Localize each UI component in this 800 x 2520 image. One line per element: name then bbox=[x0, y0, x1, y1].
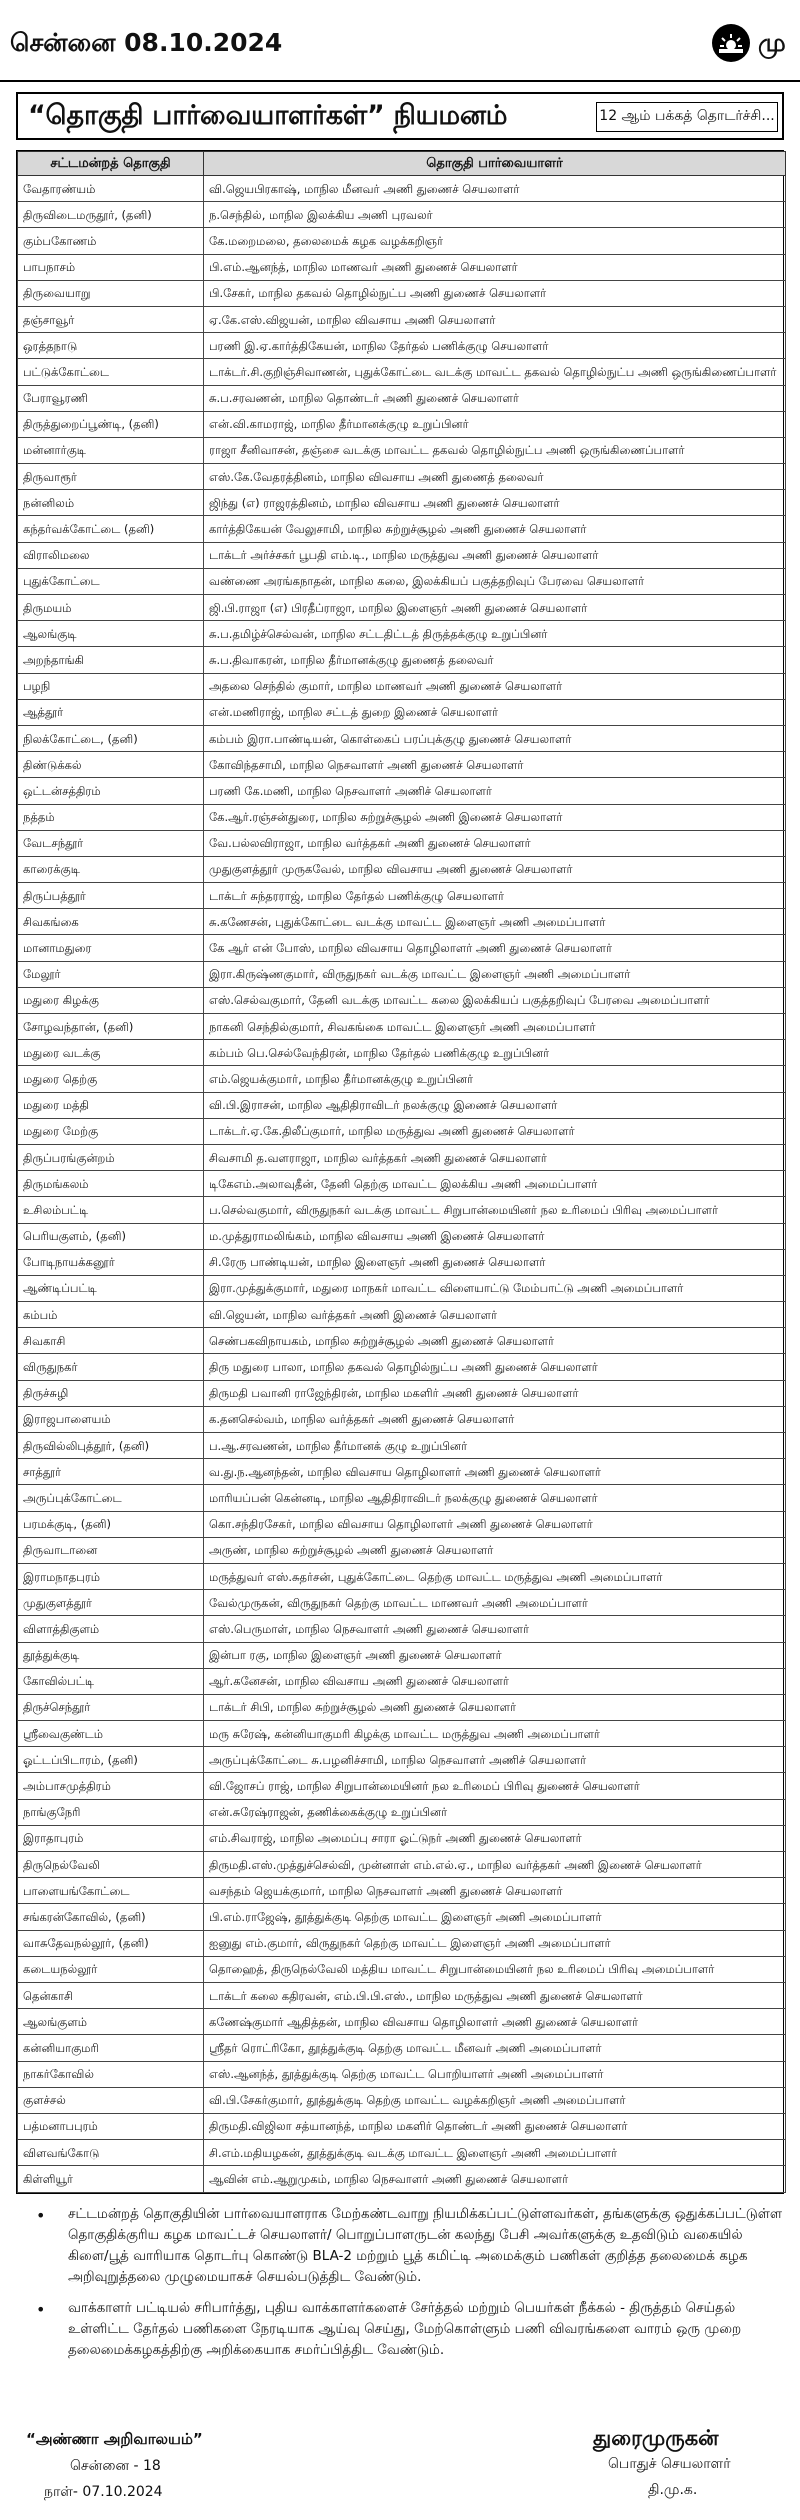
constituency-cell: புதுக்கோட்டை bbox=[18, 568, 204, 594]
constituency-cell: நிலக்கோட்டை, (தனி) bbox=[18, 725, 204, 751]
constituency-cell: திருமயம் bbox=[18, 595, 204, 621]
constituency-cell: இராதாபுரம் bbox=[18, 1825, 204, 1851]
party-sun-logo-icon bbox=[712, 24, 750, 62]
announcement-title-bar bbox=[16, 92, 784, 140]
observer-cell: இரா.கிருஷ்ணகுமார், விருதுநகர் வடக்கு மாவட்ட இளைஞர் அணி அமைப்பாளர் bbox=[204, 961, 786, 987]
note-item bbox=[20, 2298, 784, 2361]
observer-cell: என்.வி.காமராஜ், மாநில தீர்மானக்குழு உறுப்பினர் bbox=[204, 411, 786, 437]
observer-cell: டாக்டர் சிபி, மாநில சுற்றுச்சூழல் அணி துணைச் செயலாளர் bbox=[204, 1694, 786, 1720]
constituency-cell: ஆலங்குடி bbox=[18, 621, 204, 647]
table-row bbox=[18, 961, 786, 987]
observer-cell: சி.ரேரு பாண்டியன், மாநில இளைஞர் அணி துணைச் செயலாளர் bbox=[204, 1249, 786, 1275]
table-row bbox=[18, 2009, 786, 2035]
observer-cell: வசந்தம் ஜெயக்குமார், மாநில நெசவாளர் அணி துணைச் செயலாளர் bbox=[204, 1878, 786, 1904]
observer-cell: பரணி கே.மணி, மாநில நெசவாளர் அணிச் செயலாளர் bbox=[204, 778, 786, 804]
table-row bbox=[18, 2113, 786, 2139]
observer-cell: எஸ்.பெருமாள், மாநில நெசவாளர் அணி துணைச் செயலாளர் bbox=[204, 1616, 786, 1642]
table-row bbox=[18, 333, 786, 359]
constituency-cell: திருப்பரங்குன்றம் bbox=[18, 1144, 204, 1170]
constituency-cell: தஞ்சாவூர் bbox=[18, 306, 204, 332]
constituency-cell: ஆலங்குளம் bbox=[18, 2009, 204, 2035]
table-row bbox=[18, 490, 786, 516]
constituency-cell: அருப்புக்கோட்டை bbox=[18, 1485, 204, 1511]
observer-cell: அருண், மாநில சுற்றுச்சூழல் அணி துணைச் செயலாளர் bbox=[204, 1537, 786, 1563]
observers-table-container bbox=[16, 150, 784, 2194]
table-row bbox=[18, 411, 786, 437]
constituency-cell: குளச்சல் bbox=[18, 2087, 204, 2113]
constituency-cell: பேராவூரணி bbox=[18, 385, 204, 411]
constituency-cell: சோழவந்தான், (தனி) bbox=[18, 1014, 204, 1040]
constituency-cell: உசிலம்பட்டி bbox=[18, 1197, 204, 1223]
observer-cell: மருத்துவர் எஸ்.சுதர்சன், புதுக்கோட்டை தெற்கு மாவட்ட மருத்துவ அணி அமைப்பாளர் bbox=[204, 1563, 786, 1589]
table-row bbox=[18, 778, 786, 804]
table-row bbox=[18, 2035, 786, 2061]
observer-cell: திருமதி பவானி ராஜேந்திரன், மாநில மகளிர் அணி துணைச் செயலாளர் bbox=[204, 1380, 786, 1406]
observer-cell: இன்பா ரகு, மாநில இளைஞர் அணி துணைச் செயலாளர் bbox=[204, 1642, 786, 1668]
table-row bbox=[18, 1328, 786, 1354]
constituency-cell: அம்பாசமுத்திரம் bbox=[18, 1773, 204, 1799]
table-row bbox=[18, 856, 786, 882]
table-row bbox=[18, 830, 786, 856]
constituency-cell: திருநெல்வேலி bbox=[18, 1852, 204, 1878]
observer-cell: சி.எம்.மதியழகன், தூத்துக்குடி வடக்கு மாவட்ட இளைஞர் அணி அமைப்பாளர் bbox=[204, 2140, 786, 2166]
table-row bbox=[18, 1040, 786, 1066]
constituency-cell: வேதாரண்யம் bbox=[18, 176, 204, 202]
table-row bbox=[18, 385, 786, 411]
constituency-cell: கிள்ளியூர் bbox=[18, 2166, 204, 2193]
table-row bbox=[18, 1616, 786, 1642]
observer-cell: என்.மணிராஜ், மாநில சட்டத் துறை இணைச் செயலாளர் bbox=[204, 699, 786, 725]
bullet-icon: • bbox=[36, 2299, 46, 2319]
observer-cell: வி.பி.சேகர்குமார், தூத்துக்குடி தெற்கு மாவட்ட வழக்கறிஞர் அணி அமைப்பாளர் bbox=[204, 2087, 786, 2113]
table-row bbox=[18, 202, 786, 228]
observer-cell: கே ஆர் என் போஸ், மாநில விவசாய தொழிலாளர் அணி துணைச் செயலாளர் bbox=[204, 935, 786, 961]
signatory-designation: பொதுச் செயலாளர் bbox=[608, 2456, 731, 2472]
observer-cell: ராஜா சீனிவாசன், தஞ்சை வடக்கு மாவட்ட தகவல் தொழில்நுட்ப அணி ஒருங்கிணைப்பாளர் bbox=[204, 437, 786, 463]
constituency-cell: கடையநல்லூர் bbox=[18, 1956, 204, 1982]
observer-cell: தொஹைத், திருநெல்வேலி மத்திய மாவட்ட சிறுபான்மையினர் நல உரிமைப் பிரிவு அமைப்பாளர் bbox=[204, 1956, 786, 1982]
table-row bbox=[18, 1590, 786, 1616]
observer-cell: வே.பல்லவிராஜா, மாநில வர்த்தகர் அணி துணைச் செயலாளர் bbox=[204, 830, 786, 856]
table-row bbox=[18, 464, 786, 490]
table-row bbox=[18, 1354, 786, 1380]
observer-cell: சிவசாமி த.வளராஜா, மாநில வர்த்தகர் அணி துணைச் செயலாளர் bbox=[204, 1144, 786, 1170]
table-row bbox=[18, 699, 786, 725]
table-row bbox=[18, 1092, 786, 1118]
note-text: சட்டமன்றத் தொகுதியின் பார்வையாளராக மேற்கண்டவாறு நியமிக்கப்பட்டுள்ளவர்கள், தங்களுக்கு ஒதுக்கப்பட்டுள்ள தொகுதிக்குரிய கழக மாவட்டச் செயலாளர்/ பொறுப்பாளருடன் கலந்து பேசி அவர்களுக்கு உதவிடும் வகையில் கிளை/பூத் வாரியாக தொடர்பு கொண்டு BLA-2 மற்றும் பூத் கமிட்டி அமைக்கும் பணிகள் குறித்த தலைமைக் கழக அறிவுறுத்தலை முழுமையாகச் செயல்படுத்திட வேண்டும். bbox=[68, 2206, 783, 2285]
table-row bbox=[18, 1982, 786, 2008]
table-row bbox=[18, 2087, 786, 2113]
observer-cell: சு.கணேசன், புதுக்கோட்டை வடக்கு மாவட்ட இளைஞர் அணி அமைப்பாளர் bbox=[204, 909, 786, 935]
table-row bbox=[18, 437, 786, 463]
observer-cell: பி.சேகர், மாநில தகவல் தொழில்நுட்ப அணி துணைச் செயலாளர் bbox=[204, 280, 786, 306]
observer-cell: திரு மதுரை பாலா, மாநில தகவல் தொழில்நுட்ப அணி துணைச் செயலாளர் bbox=[204, 1354, 786, 1380]
table-row bbox=[18, 1249, 786, 1275]
constituency-cell: விளவங்கோடு bbox=[18, 2140, 204, 2166]
constituency-cell: வேடசந்தூர் bbox=[18, 830, 204, 856]
constituency-cell: நன்னிலம் bbox=[18, 490, 204, 516]
constituency-cell: தூத்துக்குடி bbox=[18, 1642, 204, 1668]
observer-cell: முதுகுளத்தூர் முருகவேல், மாநில விவசாய அணி துணைச் செயலாளர் bbox=[204, 856, 786, 882]
observer-cell: ஏ.கே.எஸ்.விஜயன், மாநில விவசாய அணி செயலாளர் bbox=[204, 306, 786, 332]
table-row bbox=[18, 621, 786, 647]
table-row bbox=[18, 1433, 786, 1459]
observer-cell: செண்பகவிநாயகம், மாநில சுற்றுச்சூழல் அணி துணைச் செயலாளர் bbox=[204, 1328, 786, 1354]
constituency-cell: திருப்பத்தூர் bbox=[18, 883, 204, 909]
office-city: சென்னை - 18 bbox=[70, 2458, 161, 2474]
constituency-cell: கம்பம் bbox=[18, 1302, 204, 1328]
table-row bbox=[18, 1275, 786, 1301]
constituency-cell: நத்தம் bbox=[18, 804, 204, 830]
table-row bbox=[18, 647, 786, 673]
observer-cell: வேல்முருகன், விருதுநகர் தெற்கு மாவட்ட மாணவர் அணி அமைப்பாளர் bbox=[204, 1590, 786, 1616]
constituency-cell: தென்காசி bbox=[18, 1982, 204, 2008]
table-row bbox=[18, 228, 786, 254]
constituency-cell: கந்தர்வக்கோட்டை (தனி) bbox=[18, 516, 204, 542]
table-row bbox=[18, 1956, 786, 1982]
observer-cell: ந.செந்தில், மாநில இலக்கிய அணி புரவலர் bbox=[204, 202, 786, 228]
constituency-cell: கன்னியாகுமரி bbox=[18, 2035, 204, 2061]
constituency-cell: இராஜபாளையம் bbox=[18, 1406, 204, 1432]
observer-cell: வி.ஜெயன், மாநில வர்த்தகர் அணி இணைச் செயலாளர் bbox=[204, 1302, 786, 1328]
table-row bbox=[18, 1380, 786, 1406]
table-row bbox=[18, 568, 786, 594]
table-row bbox=[18, 2166, 786, 2193]
observer-cell: மாரியப்பன் கென்னடி, மாநில ஆதிதிராவிடர் நலக்குழு துணைச் செயலாளர் bbox=[204, 1485, 786, 1511]
constituency-cell: சாத்தூர் bbox=[18, 1459, 204, 1485]
constituency-cell: பத்மனாபபுரம் bbox=[18, 2113, 204, 2139]
observer-cell: ஸ்ரீதர் ரொட்ரிகோ, தூத்துக்குடி தெற்கு மாவட்ட மீனவர் அணி அமைப்பாளர் bbox=[204, 2035, 786, 2061]
table-row bbox=[18, 1747, 786, 1773]
table-row bbox=[18, 1930, 786, 1956]
observer-cell: சு.ப.திவாகரன், மாநில தீர்மானக்குழு துணைத் தலைவர் bbox=[204, 647, 786, 673]
constituency-cell: திண்டுக்கல் bbox=[18, 752, 204, 778]
table-row bbox=[18, 883, 786, 909]
observer-cell: ப.செல்வகுமார், விருதுநகர் வடக்கு மாவட்ட சிறுபான்மையினர் நல உரிமைப் பிரிவு அமைப்பாளர் bbox=[204, 1197, 786, 1223]
observer-cell: ஆவின் எம்.ஆறுமுகம், மாநில நெசவாளர் அணி துணைச் செயலாளர் bbox=[204, 2166, 786, 2193]
table-body bbox=[18, 176, 786, 2193]
constituency-cell: அறந்தாங்கி bbox=[18, 647, 204, 673]
table-row bbox=[18, 1825, 786, 1851]
constituency-cell: ஆத்தூர் bbox=[18, 699, 204, 725]
table-row bbox=[18, 1485, 786, 1511]
table-row bbox=[18, 2061, 786, 2087]
constituency-cell: மானாமதுரை bbox=[18, 935, 204, 961]
table-row bbox=[18, 909, 786, 935]
table-row bbox=[18, 1694, 786, 1720]
column-header-constituency: சட்டமன்றத் தொகுதி bbox=[18, 152, 204, 176]
observer-cell: வி.ஜோசப் ராஜ், மாநில சிறுபான்மையினர் நல உரிமைப் பிரிவு துணைச் செயலாளர் bbox=[204, 1773, 786, 1799]
constituency-cell: பரமக்குடி, (தனி) bbox=[18, 1511, 204, 1537]
observer-cell: டிகேஎம்.அலாவுதீன், தேனி தெற்கு மாவட்ட இலக்கிய அணி அமைப்பாளர் bbox=[204, 1171, 786, 1197]
constituency-cell: பாளையங்கோட்டை bbox=[18, 1878, 204, 1904]
constituency-cell: திருச்சுழி bbox=[18, 1380, 204, 1406]
observer-cell: டாக்டர் சுந்தரராஜ், மாநில தேர்தல் பணிக்குழு செயலாளர் bbox=[204, 883, 786, 909]
constituency-cell: திருவையாறு bbox=[18, 280, 204, 306]
observer-cell: கம்பம் இரா.பாண்டியன், கொள்கைப் பரப்புக்குழு துணைச் செயலாளர் bbox=[204, 725, 786, 751]
table-row bbox=[18, 987, 786, 1013]
bullet-icon: • bbox=[36, 2206, 46, 2225]
observer-cell: கோவிந்தசாமி, மாநில நெசவாளர் அணி துணைச் செயலாளர் bbox=[204, 752, 786, 778]
announcement-title: “தொகுதி பார்வையாளர்கள்” நியமனம் bbox=[28, 100, 508, 131]
table-row bbox=[18, 542, 786, 568]
constituency-cell: மதுரை மேற்கு bbox=[18, 1118, 204, 1144]
constituency-cell: காரைக்குடி bbox=[18, 856, 204, 882]
constituency-cell: திருவாரூர் bbox=[18, 464, 204, 490]
constituency-cell: ஓட்டப்பிடாரம், (தனி) bbox=[18, 1747, 204, 1773]
constituency-cell: திருச்செந்தூர் bbox=[18, 1694, 204, 1720]
table-row bbox=[18, 516, 786, 542]
table-row bbox=[18, 306, 786, 332]
observer-cell: பி.எம்.ராஜேஷ், தூத்துக்குடி தெற்கு மாவட்ட இளைஞர் அணி அமைப்பாளர் bbox=[204, 1904, 786, 1930]
table-row bbox=[18, 1773, 786, 1799]
table-row bbox=[18, 1144, 786, 1170]
table-row bbox=[18, 1197, 786, 1223]
constituency-cell: விருதுநகர் bbox=[18, 1354, 204, 1380]
table-row bbox=[18, 1014, 786, 1040]
observer-cell: அதலை செந்தில் குமார், மாநில மாணவர் அணி துணைச் செயலாளர் bbox=[204, 673, 786, 699]
constituency-cell: பெரியகுளம், (தனி) bbox=[18, 1223, 204, 1249]
constituency-cell: திருமங்கலம் bbox=[18, 1171, 204, 1197]
issue-date: நாள்- 07.10.2024 bbox=[44, 2484, 163, 2500]
observer-cell: கொ.சந்திரசேகர், மாநில விவசாய தொழிலாளர் அணி துணைச் செயலாளர் bbox=[204, 1511, 786, 1537]
table-row bbox=[18, 1668, 786, 1694]
table-row bbox=[18, 804, 786, 830]
constituency-cell: ஸ்ரீவைகுண்டம் bbox=[18, 1721, 204, 1747]
observer-cell: டாக்டர் கலை கதிரவன், எம்.பி.பி.எஸ்., மாநில மருத்துவ அணி துணைச் செயலாளர் bbox=[204, 1982, 786, 2008]
table-row bbox=[18, 1878, 786, 1904]
newspaper-masthead bbox=[0, 0, 800, 82]
observer-cell: ஐனுது எம்.குமார், விருதுநகர் தெற்கு மாவட்ட இளைஞர் அணி அமைப்பாளர் bbox=[204, 1930, 786, 1956]
dateline: சென்னை 08.10.2024 bbox=[10, 28, 283, 57]
constituency-cell: ஆண்டிப்பட்டி bbox=[18, 1275, 204, 1301]
constituency-cell: விராலிமலை bbox=[18, 542, 204, 568]
observer-cell: அருப்புக்கோட்டை சு.பழனிச்சாமி, மாநில நெசவாளர் அணிச் செயலாளர் bbox=[204, 1747, 786, 1773]
table-row bbox=[18, 1118, 786, 1144]
observer-cell: சு.ப.சரவணன், மாநில தொண்டர் அணி துணைச் செயலாளர் bbox=[204, 385, 786, 411]
table-row bbox=[18, 1302, 786, 1328]
table-row bbox=[18, 595, 786, 621]
note-item bbox=[20, 2204, 784, 2288]
table-row bbox=[18, 752, 786, 778]
constituency-cell: மதுரை தெற்கு bbox=[18, 1066, 204, 1092]
signature-footer bbox=[20, 2420, 780, 2520]
constituency-cell: பாபநாசம் bbox=[18, 254, 204, 280]
table-row bbox=[18, 176, 786, 202]
constituency-cell: ஒட்டன்சத்திரம் bbox=[18, 778, 204, 804]
observer-cell: இரா.முத்துக்குமார், மதுரை மாநகர் மாவட்ட விளையாட்டு மேம்பாட்டு அணி அமைப்பாளர் bbox=[204, 1275, 786, 1301]
table-row bbox=[18, 1721, 786, 1747]
constituency-cell: நாகர்கோவில் bbox=[18, 2061, 204, 2087]
observer-cell: கே.ஆர்.ரஞ்சன்துரை, மாநில சுற்றுச்சூழல் அணி இணைச் செயலாளர் bbox=[204, 804, 786, 830]
observer-cell: நாகனி செந்தில்குமார், சிவகங்கை மாவட்ட இளைஞர் அணி அமைப்பாளர் bbox=[204, 1014, 786, 1040]
observer-cell: டாக்டர் அர்ச்சகர் பூபதி எம்.டி., மாநில மருத்துவ அணி துணைச் செயலாளர் bbox=[204, 542, 786, 568]
constituency-cell: ஒரத்தநாடு bbox=[18, 333, 204, 359]
table-header-row bbox=[18, 152, 786, 176]
constituency-cell: சங்கரன்கோவில், (தனி) bbox=[18, 1904, 204, 1930]
constituency-cell: வாசுதேவநல்லூர், (தனி) bbox=[18, 1930, 204, 1956]
table-row bbox=[18, 2140, 786, 2166]
constituency-cell: முதுகுளத்தூர் bbox=[18, 1590, 204, 1616]
observer-cell: க.தனசெல்வம், மாநில வர்த்தகர் அணி துணைச் செயலாளர் bbox=[204, 1406, 786, 1432]
note-text: வாக்காளர் பட்டியல் சரிபார்த்து, புதிய வாக்காளர்களைச் சேர்த்தல் மற்றும் பெயர்கள் நீக்கல் - திருத்தம் செய்தல் உள்ளிட்ட தேர்தல் பணிகளை நேரடியாக ஆய்வு செய்து, மேற்கொள்ளும் பணி விவரங்களை வாரம் ஒரு முறை தலைமைக்கழகத்திற்கு அறிக்கையாக சமர்ப்பித்திட வேண்டும். bbox=[68, 2299, 742, 2358]
observer-cell: கார்த்திகேயன் வேலுசாமி, மாநில சுற்றுச்சூழல் அணி துணைச் செயலாளர் bbox=[204, 516, 786, 542]
observer-cell: வ.து.ந.ஆனந்தன், மாநில விவசாய தொழிலாளர் அணி துணைச் செயலாளர் bbox=[204, 1459, 786, 1485]
column-header-observer: தொகுதி பார்வையாளர் bbox=[204, 152, 786, 176]
constituency-cell: சிவகங்கை bbox=[18, 909, 204, 935]
table-row bbox=[18, 1563, 786, 1589]
table-row bbox=[18, 1537, 786, 1563]
constituency-cell: மதுரை கிழக்கு bbox=[18, 987, 204, 1013]
observer-cell: கணேஷ்குமார் ஆதித்தன், மாநில விவசாய தொழிலாளர் அணி துணைச் செயலாளர் bbox=[204, 2009, 786, 2035]
observer-cell: பரணி இ.ஏ.கார்த்திகேயன், மாநில தேர்தல் பணிக்குழு செயலாளர் bbox=[204, 333, 786, 359]
table-row bbox=[18, 1223, 786, 1249]
observer-cell: ப.ஆ.சரவணன், மாநில தீர்மானக் குழு உறுப்பினர் bbox=[204, 1433, 786, 1459]
observer-cell: ம.முத்துராமலிங்கம், மாநில விவசாய அணி இணைச் செயலாளர் bbox=[204, 1223, 786, 1249]
observers-table bbox=[17, 151, 786, 2193]
observer-cell: வி.ஜெயபிரகாஷ், மாநில மீனவர் அணி துணைச் செயலாளர் bbox=[204, 176, 786, 202]
observer-cell: திருமதி.எஸ்.முத்துச்செல்வி, முன்னாள் எம்.எல்.ஏ., மாநில வர்த்தகர் அணி இணைச் செயலாளர் bbox=[204, 1852, 786, 1878]
constituency-cell: திருவாடானை bbox=[18, 1537, 204, 1563]
constituency-cell: மதுரை மத்தி bbox=[18, 1092, 204, 1118]
signatory-name: துரைமுருகன் bbox=[593, 2426, 719, 2450]
constituency-cell: கோவில்பட்டி bbox=[18, 1668, 204, 1694]
table-row bbox=[18, 1642, 786, 1668]
constituency-cell: திருத்துறைப்பூண்டி, (தனி) bbox=[18, 411, 204, 437]
constituency-cell: இராமநாதபுரம் bbox=[18, 1563, 204, 1589]
constituency-cell: மதுரை வடக்கு bbox=[18, 1040, 204, 1066]
constituency-cell: மன்னார்குடி bbox=[18, 437, 204, 463]
observer-cell: எம்.ஜெயக்குமார், மாநில தீர்மானக்குழு உறுப்பினர் bbox=[204, 1066, 786, 1092]
table-row bbox=[18, 1852, 786, 1878]
office-name: “அண்ணா அறிவாலயம்” bbox=[26, 2430, 203, 2448]
observer-cell: ஜி.பி.ராஜா (எ) பிரதீப்ராஜா, மாநில இளைஞர் அணி துணைச் செயலாளர் bbox=[204, 595, 786, 621]
table-row bbox=[18, 725, 786, 751]
continuation-label: 12 ஆம் பக்கத் தொடர்ச்சி... bbox=[596, 102, 778, 132]
table-row bbox=[18, 935, 786, 961]
observer-cell: திருமதி.விஜிலா சத்யானந்த், மாநில மகளிர் தொண்டர் அணி துணைச் செயலாளர் bbox=[204, 2113, 786, 2139]
observer-cell: கே.மறைமலை, தலைமைக் கழக வழக்கறிஞர் bbox=[204, 228, 786, 254]
constituency-cell: பட்டுக்கோட்டை bbox=[18, 359, 204, 385]
table-row bbox=[18, 1171, 786, 1197]
observer-cell: என்.சுரேஷ்ராஜன், தணிக்கைக்குழு உறுப்பினர் bbox=[204, 1799, 786, 1825]
table-row bbox=[18, 254, 786, 280]
party-name: தி.மு.க. bbox=[648, 2482, 698, 2498]
table-row bbox=[18, 1511, 786, 1537]
table-row bbox=[18, 1799, 786, 1825]
observer-cell: வி.பி.இராசன், மாநில ஆதிதிராவிடர் நலக்குழு இணைச் செயலாளர் bbox=[204, 1092, 786, 1118]
table-row bbox=[18, 1459, 786, 1485]
table-row bbox=[18, 359, 786, 385]
observer-cell: எஸ்.செல்வகுமார், தேனி வடக்கு மாவட்ட கலை இலக்கியப் பகுத்தறிவுப் பேரவை அமைப்பாளர் bbox=[204, 987, 786, 1013]
observer-cell: எஸ்.கே.வேதரத்தினம், மாநில விவசாய அணி துணைத் தலைவர் bbox=[204, 464, 786, 490]
constituency-cell: திருவில்லிபுத்தூர், (தனி) bbox=[18, 1433, 204, 1459]
table-row bbox=[18, 1406, 786, 1432]
observer-cell: ஜிந்து (எ) ராஜரத்தினம், மாநில விவசாய அணி துணைச் செயலாளர் bbox=[204, 490, 786, 516]
constituency-cell: விளாத்திகுளம் bbox=[18, 1616, 204, 1642]
observer-cell: டாக்டர்.சி.குறிஞ்சிவாணன், புதுக்கோட்டை வடக்கு மாவட்ட தகவல் தொழில்நுட்ப அணி ஒருங்கிணைப்பாளர் bbox=[204, 359, 786, 385]
observer-cell: ஆர்.கனேசன், மாநில விவசாய அணி துணைச் செயலாளர் bbox=[204, 1668, 786, 1694]
observer-cell: எம்.சிவராஜ், மாநில அமைப்பு சாரா ஓட்டுநர் அணி துணைச் செயலாளர் bbox=[204, 1825, 786, 1851]
table-row bbox=[18, 1904, 786, 1930]
observer-cell: கம்பம் பெ.செல்வேந்திரன், மாநில தேர்தல் பணிக்குழு உறுப்பினர் bbox=[204, 1040, 786, 1066]
table-row bbox=[18, 1066, 786, 1092]
constituency-cell: சிவகாசி bbox=[18, 1328, 204, 1354]
constituency-cell: போடிநாயக்கனூர் bbox=[18, 1249, 204, 1275]
instructions-notes bbox=[20, 2204, 784, 2370]
constituency-cell: திருவிடைமருதூர், (தனி) bbox=[18, 202, 204, 228]
table-row bbox=[18, 673, 786, 699]
observer-cell: வண்ணை அரங்கநாதன், மாநில கலை, இலக்கியப் பகுத்தறிவுப் பேரவை செயலாளர் bbox=[204, 568, 786, 594]
constituency-cell: மேலூர் bbox=[18, 961, 204, 987]
observer-cell: சு.ப.தமிழ்ச்செல்வன், மாநில சட்டதிட்டத் திருத்தக்குழு உறுப்பினர் bbox=[204, 621, 786, 647]
observer-cell: டாக்டர்.ஏ.கே.திலீப்குமார், மாநில மருத்துவ அணி துணைச் செயலாளர் bbox=[204, 1118, 786, 1144]
masthead-edge-text: மு bbox=[758, 28, 786, 57]
constituency-cell: பழநி bbox=[18, 673, 204, 699]
constituency-cell: கும்பகோணம் bbox=[18, 228, 204, 254]
constituency-cell: நாங்குநேரி bbox=[18, 1799, 204, 1825]
observer-cell: எஸ்.ஆனந்த், தூத்துக்குடி தெற்கு மாவட்ட பொறியாளர் அணி அமைப்பாளர் bbox=[204, 2061, 786, 2087]
table-row bbox=[18, 280, 786, 306]
observer-cell: மரு சுரேஷ், கன்னியாகுமரி கிழக்கு மாவட்ட மருத்துவ அணி அமைப்பாளர் bbox=[204, 1721, 786, 1747]
observer-cell: பி.எம்.ஆனந்த், மாநில மாணவர் அணி துணைச் செயலாளர் bbox=[204, 254, 786, 280]
